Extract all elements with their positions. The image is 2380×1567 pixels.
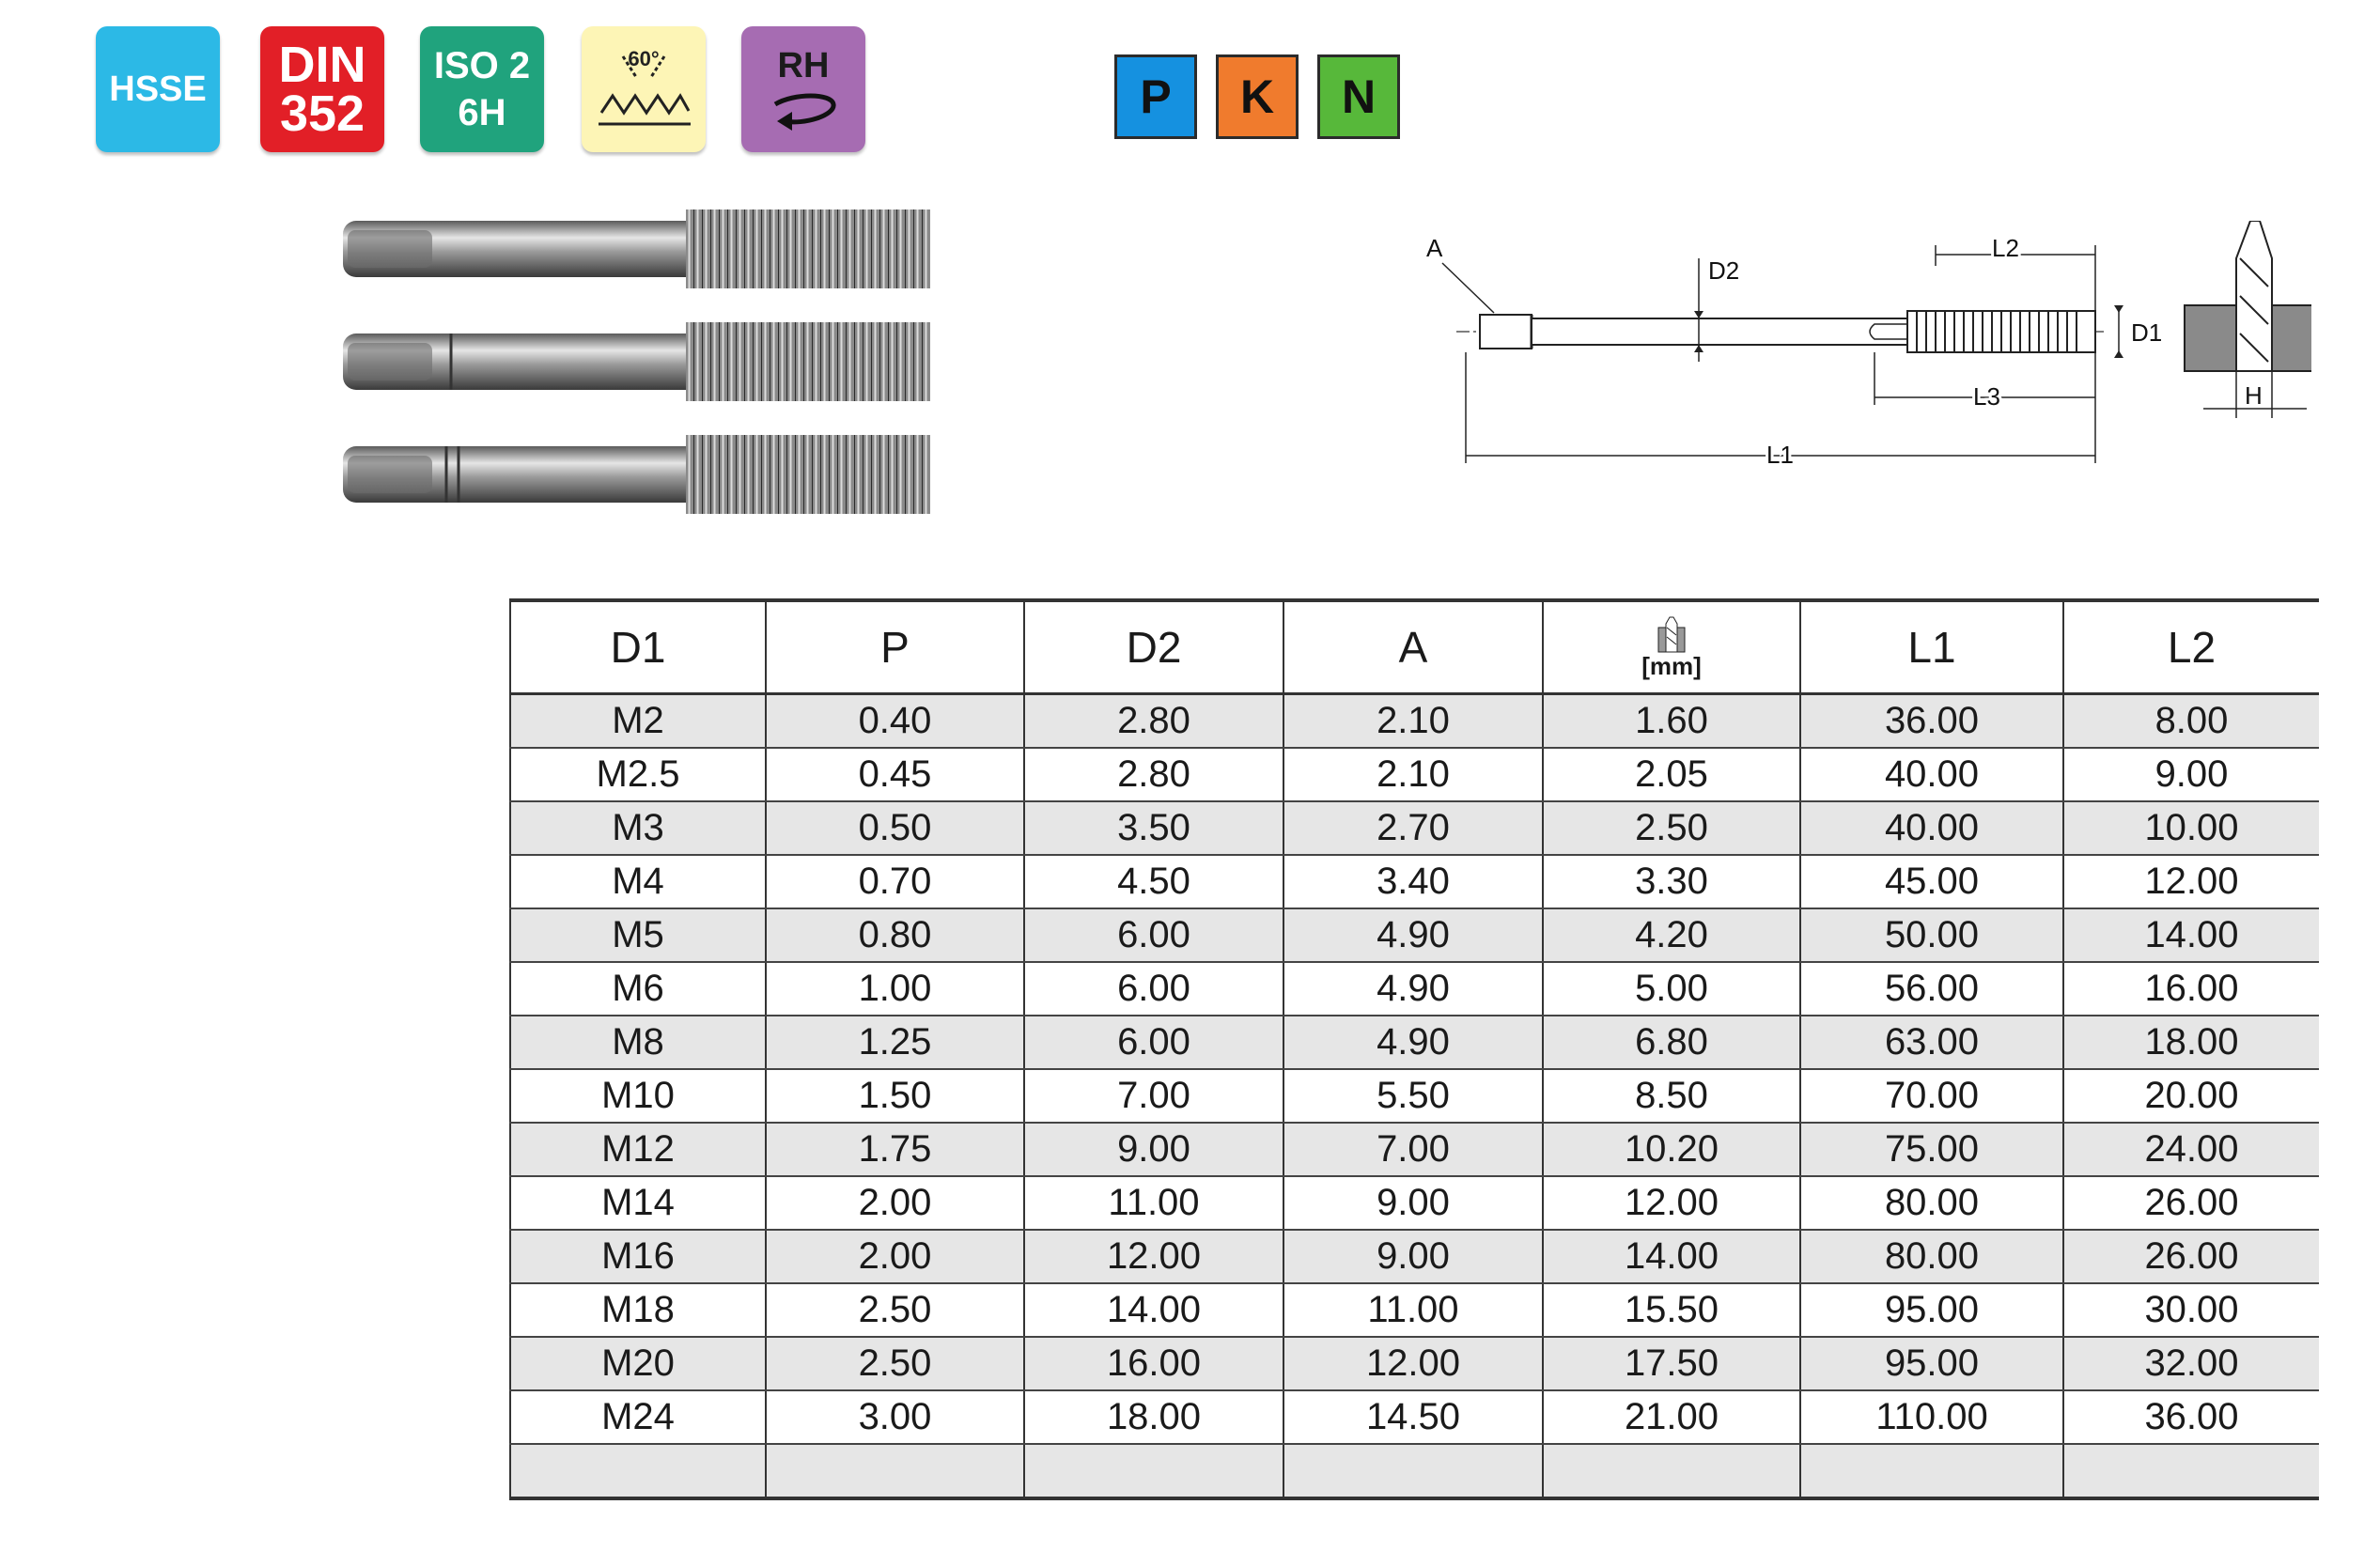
cell-a: 5.50 <box>1283 1069 1543 1123</box>
cell-drill <box>1543 1444 1800 1498</box>
cell-a: 14.50 <box>1283 1390 1543 1444</box>
header-drill-hole <box>1543 600 1800 694</box>
material-group-n: N <box>1317 54 1400 139</box>
cell-l1: 56.00 <box>1800 962 2063 1016</box>
cell-d1: M5 <box>510 908 766 962</box>
cell-drill: 6.80 <box>1543 1016 1800 1069</box>
cell-l2: 30.00 <box>2063 1283 2319 1337</box>
cell-p: 1.00 <box>766 962 1024 1016</box>
cell-l1: 36.00 <box>1800 694 2063 749</box>
cell-l1: 80.00 <box>1800 1176 2063 1230</box>
cell-p: 2.50 <box>766 1337 1024 1390</box>
cell-p: 2.00 <box>766 1230 1024 1283</box>
header-l1: L1 <box>1800 600 2063 694</box>
drill-hole-icon <box>2185 221 2311 418</box>
cell-drill: 17.50 <box>1543 1337 1800 1390</box>
thread-angle-icon <box>587 38 700 141</box>
cell-a: 9.00 <box>1283 1176 1543 1230</box>
cell-d1: M8 <box>510 1016 766 1069</box>
cell-p <box>766 1444 1024 1498</box>
table-row <box>510 801 2319 855</box>
cell-d2: 6.00 <box>1024 1016 1283 1069</box>
cell-l2: 18.00 <box>2063 1016 2319 1069</box>
din-badge <box>260 26 384 152</box>
cell-a: 11.00 <box>1283 1283 1543 1337</box>
cell-a: 7.00 <box>1283 1123 1543 1176</box>
header-p: P <box>766 600 1024 694</box>
cell-drill: 14.00 <box>1543 1230 1800 1283</box>
cell-drill: 2.05 <box>1543 748 1800 801</box>
cell-d2: 12.00 <box>1024 1230 1283 1283</box>
cell-a: 4.90 <box>1283 1016 1543 1069</box>
drawing-label-d2: D2 <box>1708 256 1740 285</box>
cell-d2: 7.00 <box>1024 1069 1283 1123</box>
drill-size-icon <box>1657 616 1686 654</box>
cell-l2: 20.00 <box>2063 1069 2319 1123</box>
drawing-label-l3: L3 <box>1973 382 2000 411</box>
cell-l2: 26.00 <box>2063 1230 2319 1283</box>
cell-d2: 2.80 <box>1024 694 1283 749</box>
drawing-label-l2: L2 <box>1992 234 2019 262</box>
iso-label-line1: ISO 2 <box>433 45 531 86</box>
angle-label: 60° <box>628 47 660 70</box>
cell-p: 3.00 <box>766 1390 1024 1444</box>
cell-l1: 110.00 <box>1800 1390 2063 1444</box>
cell-p: 1.50 <box>766 1069 1024 1123</box>
cell-l1: 63.00 <box>1800 1016 2063 1069</box>
cell-p: 2.00 <box>766 1176 1024 1230</box>
cell-l2: 8.00 <box>2063 694 2319 749</box>
tap-1 <box>343 209 930 288</box>
cell-l2: 9.00 <box>2063 748 2319 801</box>
cell-a: 9.00 <box>1283 1230 1543 1283</box>
table-row <box>510 1230 2319 1283</box>
cell-d2: 18.00 <box>1024 1390 1283 1444</box>
cell-a: 2.10 <box>1283 748 1543 801</box>
cell-d1: M14 <box>510 1176 766 1230</box>
cell-l2: 16.00 <box>2063 962 2319 1016</box>
cell-p: 1.75 <box>766 1123 1024 1176</box>
din-label-line2: 352 <box>279 85 366 142</box>
header-d1: D1 <box>510 600 766 694</box>
cell-l2: 32.00 <box>2063 1337 2319 1390</box>
cell-a: 2.70 <box>1283 801 1543 855</box>
drill-size-unit: [mm] <box>1641 652 1702 680</box>
iso-label-line2: 6H <box>458 92 506 133</box>
cell-p: 0.50 <box>766 801 1024 855</box>
cell-d1: M6 <box>510 962 766 1016</box>
cell-d2: 11.00 <box>1024 1176 1283 1230</box>
cell-drill: 3.30 <box>1543 855 1800 908</box>
cell-drill: 12.00 <box>1543 1176 1800 1230</box>
cell-drill: 21.00 <box>1543 1390 1800 1444</box>
table-row <box>510 1176 2319 1230</box>
tap-2 <box>343 322 930 401</box>
cell-l2: 14.00 <box>2063 908 2319 962</box>
drawing-label-a: A <box>1426 234 1443 262</box>
cell-l1: 95.00 <box>1800 1283 2063 1337</box>
din-label-line1: DIN <box>278 37 366 93</box>
cell-drill: 1.60 <box>1543 694 1800 749</box>
tap-dimension-drawing <box>1409 221 2311 474</box>
cell-l1: 45.00 <box>1800 855 2063 908</box>
table-row <box>510 1016 2319 1069</box>
cell-d1: M2.5 <box>510 748 766 801</box>
cell-d1: M3 <box>510 801 766 855</box>
header-l2: L2 <box>2063 600 2319 694</box>
header-d2: D2 <box>1024 600 1283 694</box>
cell-l2: 26.00 <box>2063 1176 2319 1230</box>
table-row <box>510 748 2319 801</box>
cell-l2: 10.00 <box>2063 801 2319 855</box>
rh-label: RH <box>777 46 830 85</box>
cell-d2: 14.00 <box>1024 1283 1283 1337</box>
cell-drill: 4.20 <box>1543 908 1800 962</box>
table-row <box>510 962 2319 1016</box>
thread-angle-badge <box>582 26 706 152</box>
cell-l1: 40.00 <box>1800 801 2063 855</box>
iso-badge <box>420 26 544 152</box>
tap-set-image <box>338 193 949 540</box>
cell-d1: M4 <box>510 855 766 908</box>
cell-p: 0.40 <box>766 694 1024 749</box>
cell-a: 3.40 <box>1283 855 1543 908</box>
cell-l2: 12.00 <box>2063 855 2319 908</box>
material-group-p: P <box>1114 54 1197 139</box>
cell-l2: 24.00 <box>2063 1123 2319 1176</box>
cell-a: 4.90 <box>1283 962 1543 1016</box>
cell-drill: 10.20 <box>1543 1123 1800 1176</box>
cell-d2: 9.00 <box>1024 1123 1283 1176</box>
cell-drill: 5.00 <box>1543 962 1800 1016</box>
cell-d1 <box>510 1444 766 1498</box>
cell-a: 4.90 <box>1283 908 1543 962</box>
cell-p: 0.70 <box>766 855 1024 908</box>
drawing-label-h: H <box>2245 381 2263 410</box>
cell-d2: 16.00 <box>1024 1337 1283 1390</box>
cell-d1: M2 <box>510 694 766 749</box>
specification-table <box>509 598 2319 1500</box>
cell-l1: 95.00 <box>1800 1337 2063 1390</box>
table-row <box>510 694 2319 749</box>
table-row <box>510 1444 2319 1498</box>
table-row <box>510 1283 2319 1337</box>
cell-p: 2.50 <box>766 1283 1024 1337</box>
header-a: A <box>1283 600 1543 694</box>
cell-d2: 6.00 <box>1024 908 1283 962</box>
table-row <box>510 908 2319 962</box>
table-row <box>510 1123 2319 1176</box>
material-group-k: K <box>1216 54 1299 139</box>
cell-d1: M10 <box>510 1069 766 1123</box>
cell-a <box>1283 1444 1543 1498</box>
cell-l1: 40.00 <box>1800 748 2063 801</box>
cell-l1: 50.00 <box>1800 908 2063 962</box>
cell-l1: 75.00 <box>1800 1123 2063 1176</box>
cell-a: 12.00 <box>1283 1337 1543 1390</box>
cell-d1: M12 <box>510 1123 766 1176</box>
cell-d2 <box>1024 1444 1283 1498</box>
cell-a: 2.10 <box>1283 694 1543 749</box>
cell-l1: 80.00 <box>1800 1230 2063 1283</box>
cell-l1 <box>1800 1444 2063 1498</box>
cell-drill: 2.50 <box>1543 801 1800 855</box>
cell-d1: M24 <box>510 1390 766 1444</box>
cell-d2: 3.50 <box>1024 801 1283 855</box>
table-row <box>510 1069 2319 1123</box>
cell-p: 0.80 <box>766 908 1024 962</box>
drawing-label-d1: D1 <box>2131 318 2163 347</box>
cell-d1: M18 <box>510 1283 766 1337</box>
table-row <box>510 1337 2319 1390</box>
table-row <box>510 855 2319 908</box>
cell-d1: M16 <box>510 1230 766 1283</box>
cell-d1: M20 <box>510 1337 766 1390</box>
drawing-label-l1: L1 <box>1766 441 1794 469</box>
hsse-label: HSSE <box>109 69 207 109</box>
cell-l2: 36.00 <box>2063 1390 2319 1444</box>
tap-3 <box>343 435 930 514</box>
cell-p: 0.45 <box>766 748 1024 801</box>
hsse-badge <box>96 26 220 152</box>
cell-drill: 15.50 <box>1543 1283 1800 1337</box>
table-row <box>510 1390 2319 1444</box>
cell-d2: 6.00 <box>1024 962 1283 1016</box>
cell-l2 <box>2063 1444 2319 1498</box>
rotation-arrow-icon <box>756 84 850 140</box>
cell-drill: 8.50 <box>1543 1069 1800 1123</box>
right-hand-badge <box>741 26 865 152</box>
table-header-row <box>510 600 2319 694</box>
cell-l1: 70.00 <box>1800 1069 2063 1123</box>
cell-d2: 2.80 <box>1024 748 1283 801</box>
cell-d2: 4.50 <box>1024 855 1283 908</box>
cell-p: 1.25 <box>766 1016 1024 1069</box>
